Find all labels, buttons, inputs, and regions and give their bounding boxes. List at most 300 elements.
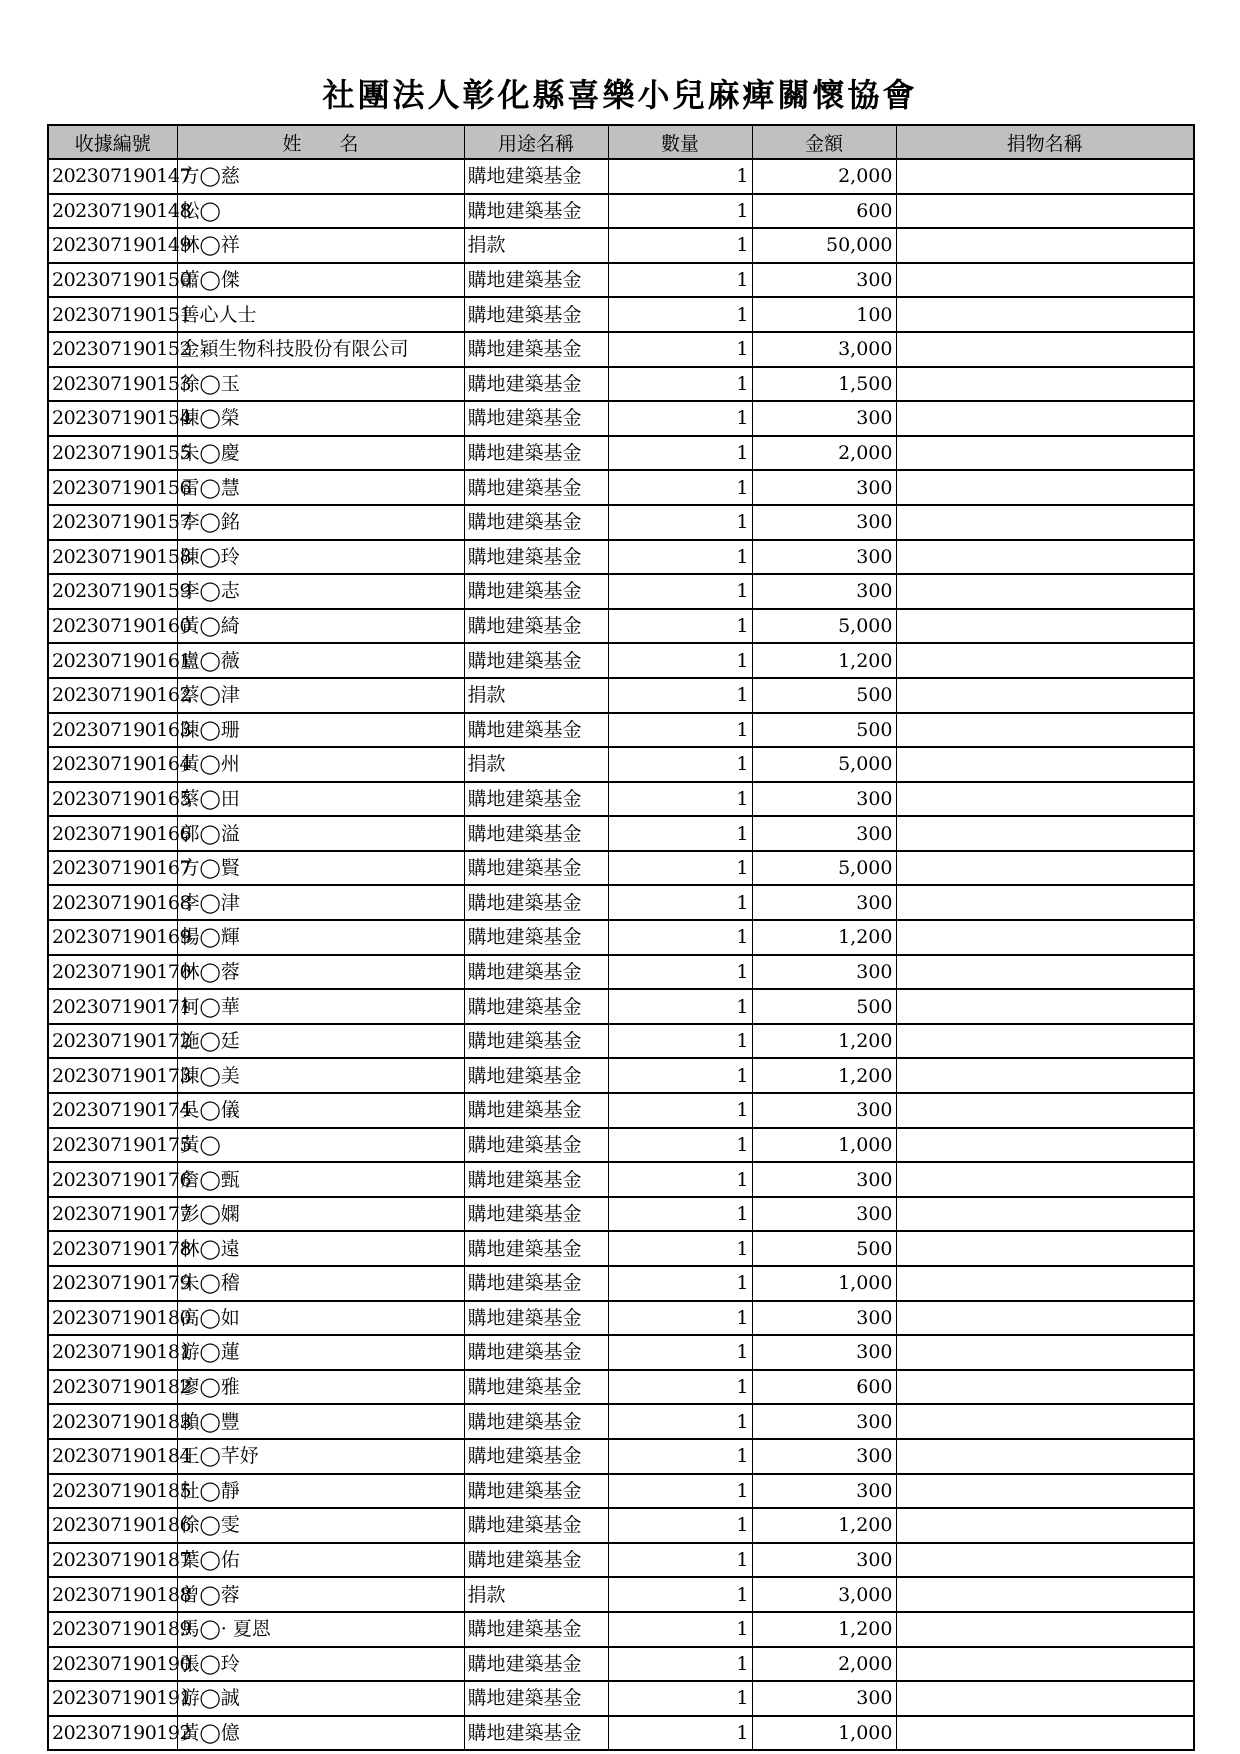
table-row <box>48 505 1194 540</box>
quantity-cell: 1 <box>608 782 752 817</box>
amount-cell: 2,000 <box>752 1647 896 1682</box>
quantity-cell: 1 <box>608 920 752 955</box>
purpose-cell: 購地建築基金 <box>464 851 608 886</box>
amount-cell: 3,000 <box>752 332 896 367</box>
quantity-cell: 1 <box>608 1716 752 1751</box>
table-row <box>48 1266 1194 1301</box>
purpose-cell: 購地建築基金 <box>464 989 608 1024</box>
purpose-cell: 購地建築基金 <box>464 713 608 748</box>
receipt-no-cell: 202307190154 <box>48 401 177 436</box>
receipt-no-cell: 202307190163 <box>48 713 177 748</box>
purpose-cell: 購地建築基金 <box>464 1474 608 1509</box>
table-row <box>48 1197 1194 1232</box>
item-name-cell <box>896 920 1194 955</box>
table-row <box>48 470 1194 505</box>
amount-cell: 300 <box>752 1543 896 1578</box>
item-name-cell <box>896 574 1194 609</box>
purpose-cell: 購地建築基金 <box>464 1335 608 1370</box>
receipt-no-cell: 202307190155 <box>48 436 177 471</box>
header-amount: 金額 <box>752 125 896 159</box>
table-row <box>48 747 1194 782</box>
receipt-no-cell: 202307190185 <box>48 1474 177 1509</box>
purpose-cell: 購地建築基金 <box>464 643 608 678</box>
document-title: 社團法人彰化縣喜樂小兒麻痺關懷協會 <box>322 76 918 114</box>
amount-cell: 1,000 <box>752 1266 896 1301</box>
item-name-cell <box>896 1543 1194 1578</box>
quantity-cell: 1 <box>608 1647 752 1682</box>
item-name-cell <box>896 1370 1194 1405</box>
table-row <box>48 297 1194 332</box>
table-header-row <box>48 125 1194 159</box>
donor-name-cell: 金穎生物科技股份有限公司 <box>177 332 464 367</box>
receipt-no-cell: 202307190173 <box>48 1058 177 1093</box>
purpose-cell: 購地建築基金 <box>464 574 608 609</box>
purpose-cell: 購地建築基金 <box>464 401 608 436</box>
receipt-no-cell: 202307190190 <box>48 1647 177 1682</box>
purpose-cell: 購地建築基金 <box>464 297 608 332</box>
item-name-cell <box>896 1716 1194 1751</box>
table-row <box>48 1474 1194 1509</box>
receipt-no-cell: 202307190162 <box>48 678 177 713</box>
donor-name-cell: 陳◯榮 <box>177 401 464 436</box>
amount-cell: 1,200 <box>752 1058 896 1093</box>
table-row <box>48 228 1194 263</box>
quantity-cell: 1 <box>608 1439 752 1474</box>
amount-cell: 300 <box>752 401 896 436</box>
receipt-no-cell: 202307190149 <box>48 228 177 263</box>
purpose-cell: 捐款 <box>464 228 608 263</box>
donor-name-cell: 杜◯靜 <box>177 1474 464 1509</box>
amount-cell: 500 <box>752 989 896 1024</box>
donation-table <box>47 124 1195 1751</box>
receipt-no-cell: 202307190192 <box>48 1716 177 1751</box>
donor-name-cell: 馬◯· 夏恩 <box>177 1612 464 1647</box>
receipt-no-cell: 202307190156 <box>48 470 177 505</box>
amount-cell: 300 <box>752 263 896 298</box>
item-name-cell <box>896 747 1194 782</box>
quantity-cell: 1 <box>608 816 752 851</box>
donor-name-cell: 黃◯ <box>177 1128 464 1163</box>
amount-cell: 1,500 <box>752 367 896 402</box>
amount-cell: 300 <box>752 574 896 609</box>
table-row <box>48 436 1194 471</box>
receipt-no-cell: 202307190169 <box>48 920 177 955</box>
table-row <box>48 1335 1194 1370</box>
receipt-no-cell: 202307190167 <box>48 851 177 886</box>
item-name-cell <box>896 1024 1194 1059</box>
purpose-cell: 購地建築基金 <box>464 263 608 298</box>
item-name-cell <box>896 713 1194 748</box>
amount-cell: 1,200 <box>752 643 896 678</box>
amount-cell: 1,200 <box>752 1612 896 1647</box>
purpose-cell: 購地建築基金 <box>464 1197 608 1232</box>
quantity-cell: 1 <box>608 851 752 886</box>
receipt-no-cell: 202307190174 <box>48 1093 177 1128</box>
item-name-cell <box>896 1162 1194 1197</box>
item-name-cell <box>896 436 1194 471</box>
receipt-no-cell: 202307190148 <box>48 194 177 229</box>
donor-name-cell: 善心人士 <box>177 297 464 332</box>
quantity-cell: 1 <box>608 1231 752 1266</box>
donor-name-cell: 廖◯雅 <box>177 1370 464 1405</box>
receipt-no-cell: 202307190176 <box>48 1162 177 1197</box>
amount-cell: 300 <box>752 1162 896 1197</box>
quantity-cell: 1 <box>608 1024 752 1059</box>
header-purpose: 用途名稱 <box>464 125 608 159</box>
donor-name-cell: 林◯祥 <box>177 228 464 263</box>
receipt-no-cell: 202307190157 <box>48 505 177 540</box>
donor-name-cell: 曾◯蓉 <box>177 1577 464 1612</box>
receipt-no-cell: 202307190186 <box>48 1508 177 1543</box>
item-name-cell <box>896 1612 1194 1647</box>
donor-name-cell: 王◯芊妤 <box>177 1439 464 1474</box>
item-name-cell <box>896 297 1194 332</box>
purpose-cell: 購地建築基金 <box>464 1370 608 1405</box>
item-name-cell <box>896 1439 1194 1474</box>
quantity-cell: 1 <box>608 955 752 990</box>
quantity-cell: 1 <box>608 540 752 575</box>
item-name-cell <box>896 1577 1194 1612</box>
receipt-no-cell: 202307190184 <box>48 1439 177 1474</box>
amount-cell: 600 <box>752 194 896 229</box>
table-row <box>48 851 1194 886</box>
table-row <box>48 1508 1194 1543</box>
amount-cell: 100 <box>752 297 896 332</box>
quantity-cell: 1 <box>608 332 752 367</box>
quantity-cell: 1 <box>608 470 752 505</box>
item-name-cell <box>896 1681 1194 1716</box>
quantity-cell: 1 <box>608 505 752 540</box>
item-name-cell <box>896 955 1194 990</box>
purpose-cell: 購地建築基金 <box>464 1058 608 1093</box>
table-row <box>48 1404 1194 1439</box>
purpose-cell: 購地建築基金 <box>464 1093 608 1128</box>
item-name-cell <box>896 263 1194 298</box>
donor-name-cell: 郭◯溢 <box>177 816 464 851</box>
donor-name-cell: 松◯ <box>177 194 464 229</box>
item-name-cell <box>896 401 1194 436</box>
purpose-cell: 購地建築基金 <box>464 540 608 575</box>
receipt-no-cell: 202307190180 <box>48 1301 177 1336</box>
receipt-no-cell: 202307190158 <box>48 540 177 575</box>
quantity-cell: 1 <box>608 1335 752 1370</box>
item-name-cell <box>896 885 1194 920</box>
receipt-no-cell: 202307190161 <box>48 643 177 678</box>
item-name-cell <box>896 1197 1194 1232</box>
amount-cell: 5,000 <box>752 747 896 782</box>
receipt-no-cell: 202307190177 <box>48 1197 177 1232</box>
receipt-no-cell: 202307190168 <box>48 885 177 920</box>
purpose-cell: 購地建築基金 <box>464 955 608 990</box>
receipt-no-cell: 202307190172 <box>48 1024 177 1059</box>
item-name-cell <box>896 643 1194 678</box>
item-name-cell <box>896 159 1194 194</box>
donor-name-cell: 陳◯美 <box>177 1058 464 1093</box>
table-row <box>48 1024 1194 1059</box>
purpose-cell: 購地建築基金 <box>464 367 608 402</box>
table-row <box>48 1301 1194 1336</box>
header-quantity: 數量 <box>608 125 752 159</box>
donor-name-cell: 陳◯珊 <box>177 713 464 748</box>
donor-name-cell: 雷◯慧 <box>177 470 464 505</box>
table-row <box>48 609 1194 644</box>
donor-name-cell: 游◯誠 <box>177 1681 464 1716</box>
amount-cell: 300 <box>752 1404 896 1439</box>
quantity-cell: 1 <box>608 747 752 782</box>
donor-name-cell: 李◯志 <box>177 574 464 609</box>
amount-cell: 1,200 <box>752 920 896 955</box>
table-row <box>48 713 1194 748</box>
item-name-cell <box>896 1404 1194 1439</box>
receipt-no-cell: 202307190152 <box>48 332 177 367</box>
quantity-cell: 1 <box>608 1577 752 1612</box>
amount-cell: 300 <box>752 470 896 505</box>
quantity-cell: 1 <box>608 1093 752 1128</box>
receipt-no-cell: 202307190178 <box>48 1231 177 1266</box>
item-name-cell <box>896 367 1194 402</box>
donor-name-cell: 彭◯嫻 <box>177 1197 464 1232</box>
amount-cell: 300 <box>752 1301 896 1336</box>
quantity-cell: 1 <box>608 1404 752 1439</box>
quantity-cell: 1 <box>608 989 752 1024</box>
donor-name-cell: 蕭◯傑 <box>177 263 464 298</box>
item-name-cell <box>896 851 1194 886</box>
amount-cell: 300 <box>752 1474 896 1509</box>
donor-name-cell: 楊◯輝 <box>177 920 464 955</box>
amount-cell: 300 <box>752 540 896 575</box>
quantity-cell: 1 <box>608 194 752 229</box>
item-name-cell <box>896 1647 1194 1682</box>
amount-cell: 300 <box>752 782 896 817</box>
quantity-cell: 1 <box>608 713 752 748</box>
quantity-cell: 1 <box>608 1197 752 1232</box>
table-row <box>48 1231 1194 1266</box>
table-row <box>48 159 1194 194</box>
purpose-cell: 購地建築基金 <box>464 816 608 851</box>
receipt-no-cell: 202307190160 <box>48 609 177 644</box>
receipt-no-cell: 202307190183 <box>48 1404 177 1439</box>
table-row <box>48 540 1194 575</box>
purpose-cell: 購地建築基金 <box>464 1716 608 1751</box>
purpose-cell: 購地建築基金 <box>464 1439 608 1474</box>
receipt-no-cell: 202307190166 <box>48 816 177 851</box>
receipt-no-cell: 202307190159 <box>48 574 177 609</box>
purpose-cell: 捐款 <box>464 1577 608 1612</box>
purpose-cell: 購地建築基金 <box>464 332 608 367</box>
amount-cell: 500 <box>752 713 896 748</box>
donor-name-cell: 陳◯玲 <box>177 540 464 575</box>
amount-cell: 300 <box>752 505 896 540</box>
purpose-cell: 捐款 <box>464 678 608 713</box>
donor-name-cell: 林◯遠 <box>177 1231 464 1266</box>
amount-cell: 300 <box>752 885 896 920</box>
donor-name-cell: 詹◯甄 <box>177 1162 464 1197</box>
amount-cell: 3,000 <box>752 1577 896 1612</box>
donor-name-cell: 賴◯豐 <box>177 1404 464 1439</box>
purpose-cell: 購地建築基金 <box>464 609 608 644</box>
donor-name-cell: 施◯廷 <box>177 1024 464 1059</box>
donor-name-cell: 葉◯佑 <box>177 1543 464 1578</box>
quantity-cell: 1 <box>608 1681 752 1716</box>
donor-name-cell: 吳◯儀 <box>177 1093 464 1128</box>
purpose-cell: 購地建築基金 <box>464 1128 608 1163</box>
receipt-no-cell: 202307190187 <box>48 1543 177 1578</box>
header-receipt-no: 收據編號 <box>48 125 177 159</box>
receipt-no-cell: 202307190188 <box>48 1577 177 1612</box>
donor-name-cell: 徐◯雯 <box>177 1508 464 1543</box>
item-name-cell <box>896 540 1194 575</box>
purpose-cell: 購地建築基金 <box>464 1612 608 1647</box>
receipt-no-cell: 202307190153 <box>48 367 177 402</box>
quantity-cell: 1 <box>608 1474 752 1509</box>
table-row <box>48 194 1194 229</box>
amount-cell: 1,200 <box>752 1508 896 1543</box>
amount-cell: 5,000 <box>752 609 896 644</box>
quantity-cell: 1 <box>608 1301 752 1336</box>
quantity-cell: 1 <box>608 401 752 436</box>
item-name-cell <box>896 1128 1194 1163</box>
table-row <box>48 885 1194 920</box>
purpose-cell: 購地建築基金 <box>464 1681 608 1716</box>
item-name-cell <box>896 228 1194 263</box>
purpose-cell: 購地建築基金 <box>464 470 608 505</box>
receipt-no-cell: 202307190147 <box>48 159 177 194</box>
quantity-cell: 1 <box>608 1508 752 1543</box>
donor-name-cell: 盧◯薇 <box>177 643 464 678</box>
purpose-cell: 購地建築基金 <box>464 1301 608 1336</box>
receipt-no-cell: 202307190181 <box>48 1335 177 1370</box>
amount-cell: 5,000 <box>752 851 896 886</box>
receipt-no-cell: 202307190179 <box>48 1266 177 1301</box>
item-name-cell <box>896 1093 1194 1128</box>
quantity-cell: 1 <box>608 678 752 713</box>
purpose-cell: 購地建築基金 <box>464 1508 608 1543</box>
quantity-cell: 1 <box>608 1370 752 1405</box>
item-name-cell <box>896 1266 1194 1301</box>
table-row <box>48 1162 1194 1197</box>
donor-name-cell: 黃◯億 <box>177 1716 464 1751</box>
purpose-cell: 捐款 <box>464 747 608 782</box>
donor-name-cell: 方◯慈 <box>177 159 464 194</box>
table-row <box>48 1058 1194 1093</box>
receipt-no-cell: 202307190191 <box>48 1681 177 1716</box>
donor-name-cell: 游◯蓮 <box>177 1335 464 1370</box>
table-row <box>48 263 1194 298</box>
receipt-no-cell: 202307190151 <box>48 297 177 332</box>
quantity-cell: 1 <box>608 1543 752 1578</box>
item-name-cell <box>896 989 1194 1024</box>
table-row <box>48 1370 1194 1405</box>
amount-cell: 300 <box>752 1197 896 1232</box>
amount-cell: 300 <box>752 955 896 990</box>
purpose-cell: 購地建築基金 <box>464 1162 608 1197</box>
donor-name-cell: 蔡◯津 <box>177 678 464 713</box>
item-name-cell <box>896 1301 1194 1336</box>
quantity-cell: 1 <box>608 1058 752 1093</box>
donor-name-cell: 徐◯玉 <box>177 367 464 402</box>
amount-cell: 300 <box>752 1681 896 1716</box>
item-name-cell <box>896 609 1194 644</box>
amount-cell: 300 <box>752 1335 896 1370</box>
table-row <box>48 678 1194 713</box>
item-name-cell <box>896 1474 1194 1509</box>
header-name: 姓 名 <box>177 125 464 159</box>
table-row <box>48 1647 1194 1682</box>
purpose-cell: 購地建築基金 <box>464 194 608 229</box>
item-name-cell <box>896 1335 1194 1370</box>
amount-cell: 1,200 <box>752 1024 896 1059</box>
receipt-no-cell: 202307190171 <box>48 989 177 1024</box>
purpose-cell: 購地建築基金 <box>464 505 608 540</box>
header-item-name: 捐物名稱 <box>896 125 1194 159</box>
table-row <box>48 643 1194 678</box>
table-row <box>48 1543 1194 1578</box>
table-row <box>48 1128 1194 1163</box>
table-row <box>48 1577 1194 1612</box>
purpose-cell: 購地建築基金 <box>464 1266 608 1301</box>
table-row <box>48 1716 1194 1751</box>
table-row <box>48 1093 1194 1128</box>
table-row <box>48 920 1194 955</box>
donor-name-cell: 柯◯華 <box>177 989 464 1024</box>
table-row <box>48 332 1194 367</box>
amount-cell: 300 <box>752 816 896 851</box>
amount-cell: 500 <box>752 678 896 713</box>
donor-name-cell: 黃◯綺 <box>177 609 464 644</box>
amount-cell: 2,000 <box>752 159 896 194</box>
receipt-no-cell: 202307190150 <box>48 263 177 298</box>
quantity-cell: 1 <box>608 228 752 263</box>
receipt-no-cell: 202307190165 <box>48 782 177 817</box>
donor-name-cell: 蔡◯田 <box>177 782 464 817</box>
purpose-cell: 購地建築基金 <box>464 1543 608 1578</box>
amount-cell: 1,000 <box>752 1716 896 1751</box>
table-row <box>48 401 1194 436</box>
table-row <box>48 782 1194 817</box>
amount-cell: 1,000 <box>752 1128 896 1163</box>
donor-name-cell: 方◯賢 <box>177 851 464 886</box>
receipt-no-cell: 202307190189 <box>48 1612 177 1647</box>
quantity-cell: 1 <box>608 1128 752 1163</box>
item-name-cell <box>896 332 1194 367</box>
amount-cell: 600 <box>752 1370 896 1405</box>
purpose-cell: 購地建築基金 <box>464 1404 608 1439</box>
quantity-cell: 1 <box>608 159 752 194</box>
item-name-cell <box>896 194 1194 229</box>
item-name-cell <box>896 678 1194 713</box>
donor-name-cell: 朱◯慶 <box>177 436 464 471</box>
purpose-cell: 購地建築基金 <box>464 920 608 955</box>
donor-name-cell: 李◯津 <box>177 885 464 920</box>
item-name-cell <box>896 782 1194 817</box>
amount-cell: 2,000 <box>752 436 896 471</box>
quantity-cell: 1 <box>608 263 752 298</box>
table-row <box>48 574 1194 609</box>
table-body <box>48 159 1194 1750</box>
quantity-cell: 1 <box>608 436 752 471</box>
receipt-no-cell: 202307190164 <box>48 747 177 782</box>
amount-cell: 50,000 <box>752 228 896 263</box>
receipt-no-cell: 202307190182 <box>48 1370 177 1405</box>
item-name-cell <box>896 1231 1194 1266</box>
table-row <box>48 1612 1194 1647</box>
quantity-cell: 1 <box>608 643 752 678</box>
purpose-cell: 購地建築基金 <box>464 159 608 194</box>
table-row <box>48 816 1194 851</box>
item-name-cell <box>896 1508 1194 1543</box>
donor-name-cell: 李◯銘 <box>177 505 464 540</box>
purpose-cell: 購地建築基金 <box>464 782 608 817</box>
